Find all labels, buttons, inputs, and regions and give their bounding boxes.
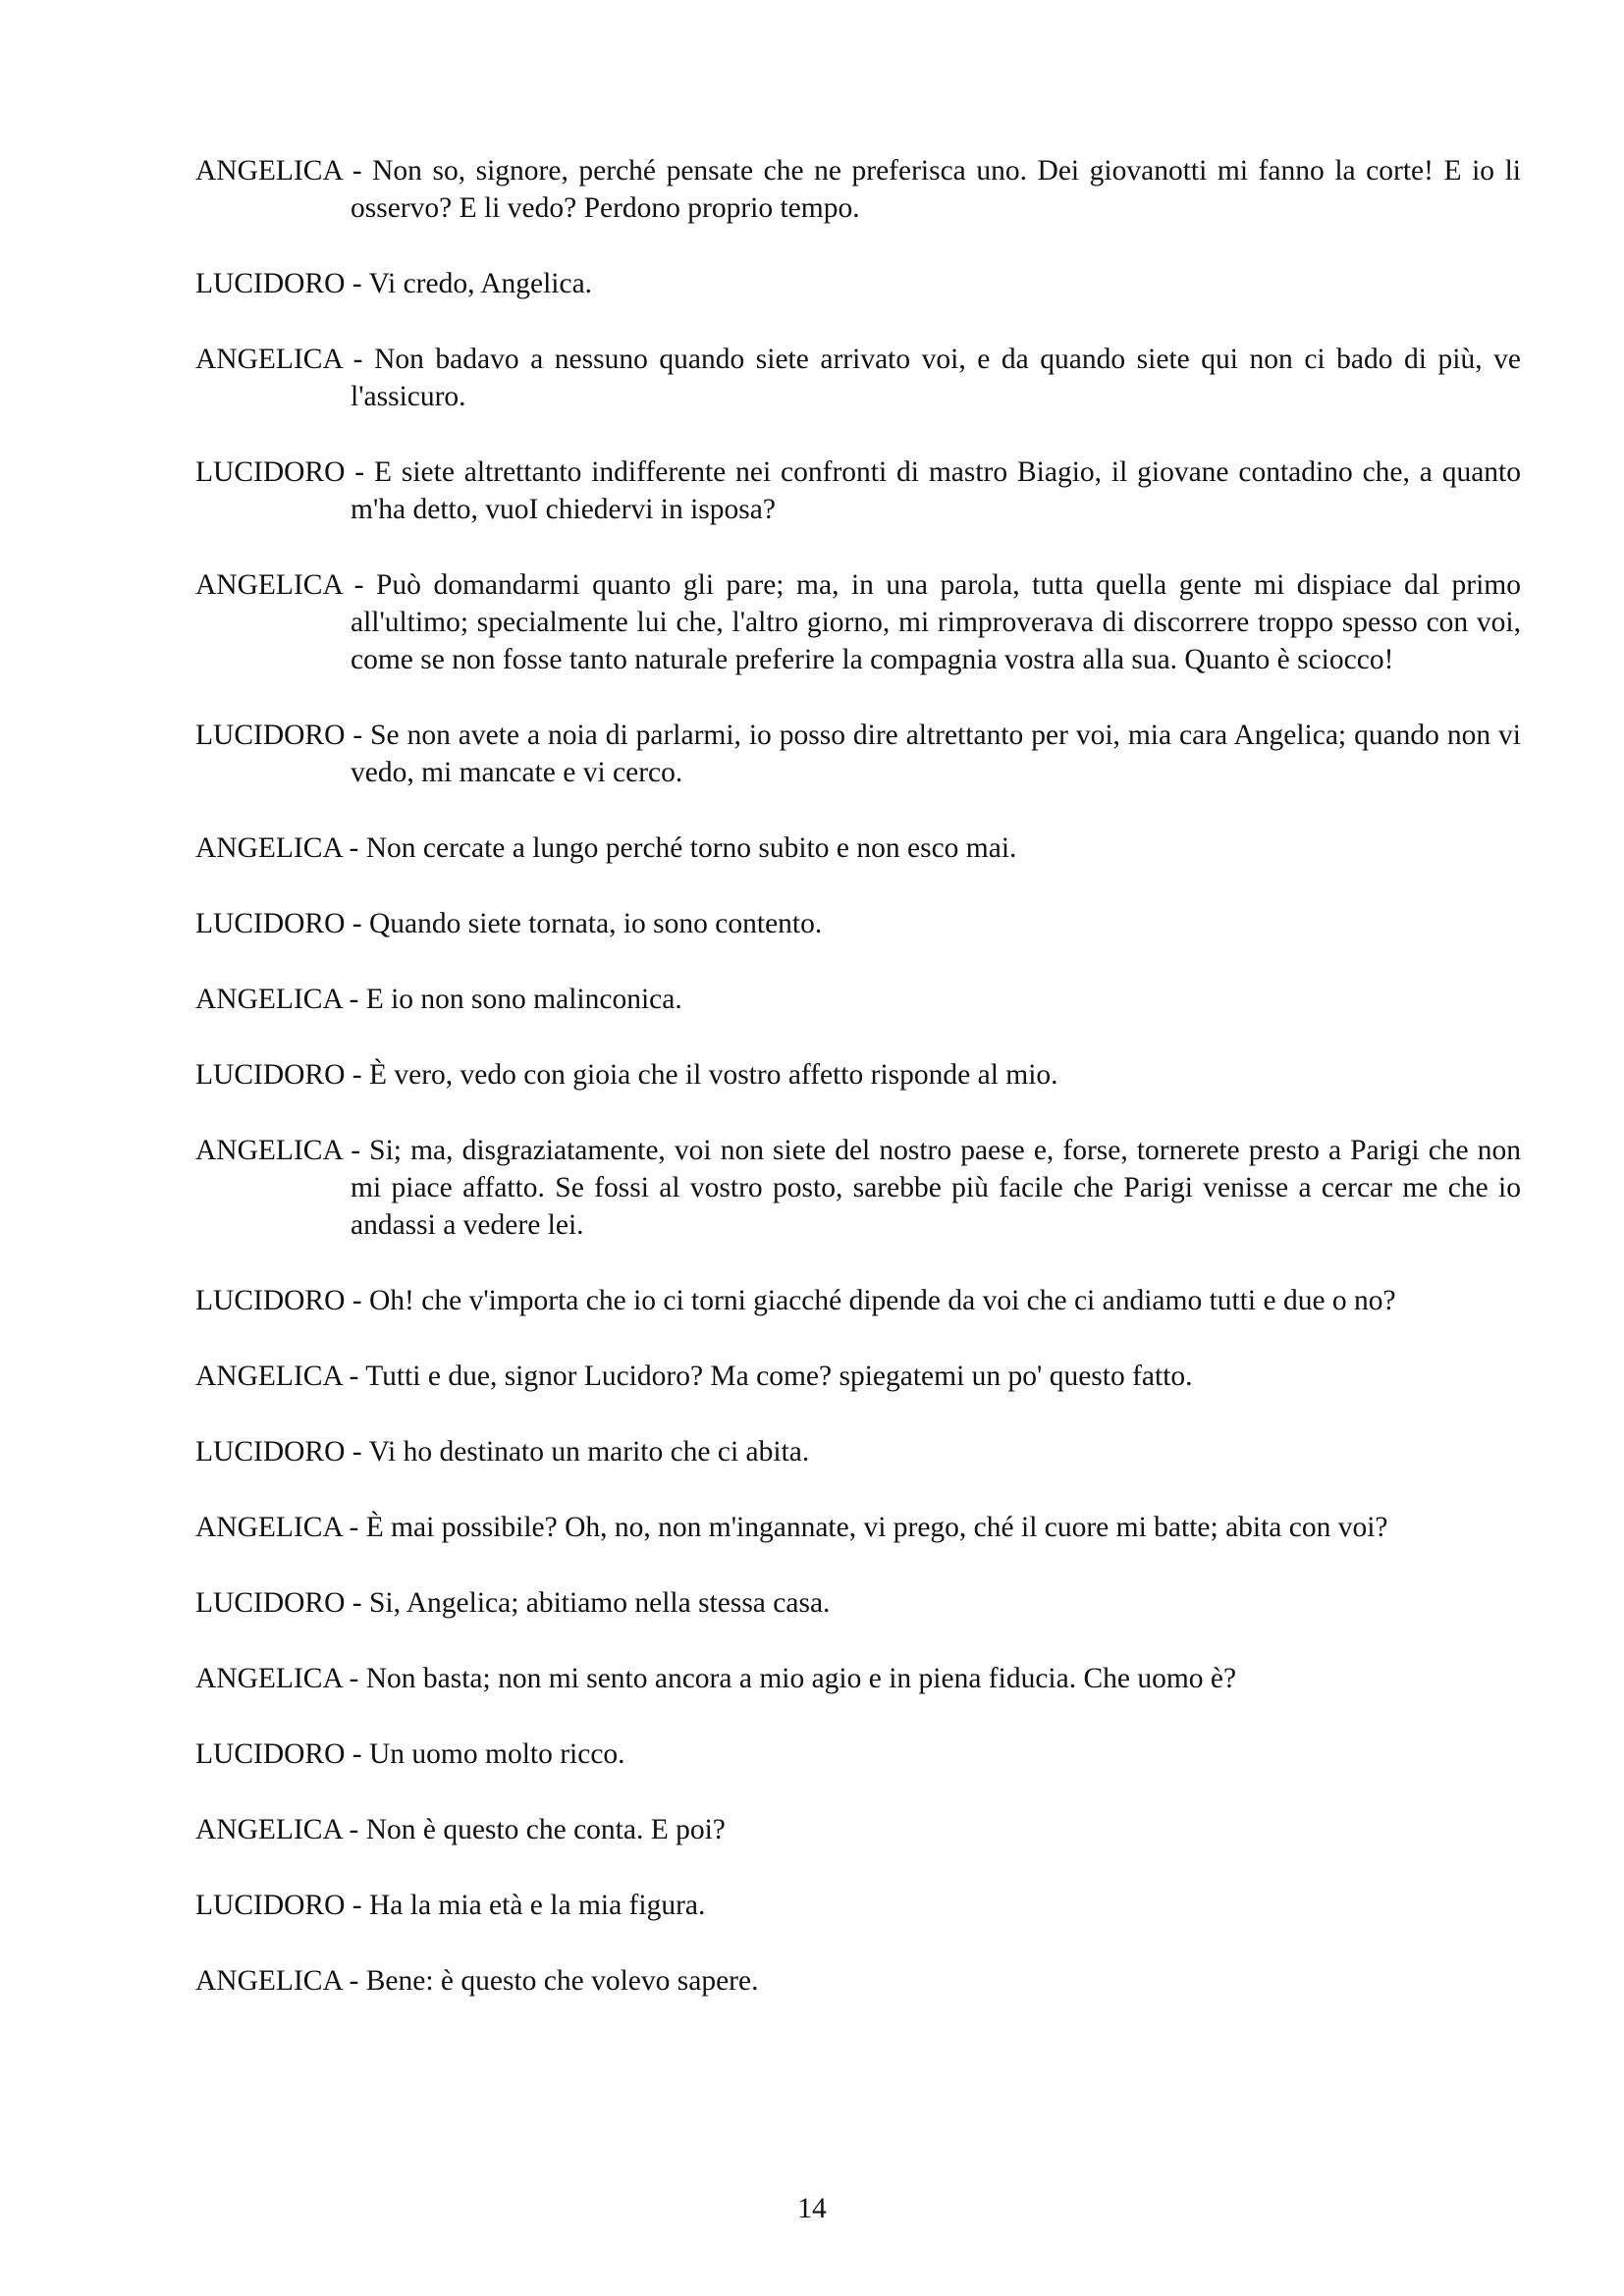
speech-text: Tutti e due, signor Lucidoro? Ma come? spiegatemi un po' questo fatto. bbox=[365, 1361, 1193, 1392]
speech-line bbox=[195, 717, 1521, 791]
speech-line bbox=[195, 454, 1521, 528]
page-number: 14 bbox=[797, 2193, 827, 2224]
speech-text: Quando siete tornata, io sono contento. bbox=[369, 908, 823, 939]
speaker-name: ANGELICA bbox=[195, 832, 343, 864]
speaker-separator: - bbox=[345, 1587, 369, 1619]
dialogue-body bbox=[195, 152, 1521, 2038]
speech-line bbox=[195, 1735, 1521, 1773]
speech-text: Si, Angelica; abitiamo nella stessa casa. bbox=[369, 1587, 831, 1619]
speaker-name: ANGELICA bbox=[195, 1663, 343, 1694]
speaker-name: LUCIDORO bbox=[195, 908, 346, 939]
speech-text: È vero, vedo con gioia che il vostro affetto risponde al mio. bbox=[369, 1059, 1058, 1091]
speech-line bbox=[195, 981, 1521, 1018]
speaker-separator: - bbox=[345, 908, 369, 939]
speech-line bbox=[195, 829, 1521, 867]
speech-text: E io non sono malinconica. bbox=[365, 984, 682, 1015]
speaker-separator: - bbox=[345, 1285, 369, 1316]
speaker-name: LUCIDORO bbox=[195, 1285, 346, 1316]
speaker-separator: - bbox=[342, 1361, 366, 1392]
speaker-name: ANGELICA bbox=[195, 1814, 343, 1845]
speaker-name: ANGELICA bbox=[195, 1512, 343, 1543]
speech-line bbox=[195, 1433, 1521, 1470]
speech-line bbox=[195, 265, 1521, 302]
speaker-name: LUCIDORO bbox=[195, 1059, 346, 1091]
speech-text: Non so, signore, perché pensate che ne preferisca uno. Dei giovanotti mi fanno la corte! E io li osservo? E li vedo? Perdono proprio tempo. bbox=[351, 155, 1521, 224]
speech-line bbox=[195, 1962, 1521, 2000]
speech-text: È mai possibile? Oh, no, non m'ingannate, vi prego, ché il cuore mi batte; abita con voi? bbox=[365, 1512, 1388, 1543]
speaker-name: ANGELICA bbox=[195, 1361, 343, 1392]
speaker-name: ANGELICA bbox=[195, 1965, 343, 1997]
speaker-separator: - bbox=[342, 344, 375, 375]
speaker-name: LUCIDORO bbox=[195, 1436, 346, 1468]
speech-line bbox=[195, 341, 1521, 415]
speech-text: Non basta; non mi sento ancora a mio agio e in piena fiducia. Che uomo è? bbox=[365, 1663, 1237, 1694]
speech-text: Bene: è questo che volevo sapere. bbox=[365, 1965, 759, 1997]
speaker-name: LUCIDORO bbox=[195, 720, 346, 751]
speech-text: Si; ma, disgraziatamente, voi non siete del nostro paese e, forse, tornerete presto a Parigi che non mi piace affatto. Se fossi al vostro posto, sarebbe più facile che Parigi venisse a cercar me che io andassi a vedere lei. bbox=[351, 1135, 1521, 1241]
speaker-separator: - bbox=[342, 569, 377, 601]
speech-line bbox=[195, 566, 1521, 678]
speaker-separator: - bbox=[342, 1135, 370, 1166]
speaker-separator: - bbox=[342, 1814, 366, 1845]
speaker-separator: - bbox=[342, 832, 366, 864]
speech-text: Può domandarmi quanto gli pare; ma, in una parola, tutta quella gente mi dispiace dal primo all'ultimo; specialmente lui che, l'altro giorno, mi rimproverava di discorrere troppo spesso con voi, come se non fosse tanto naturale preferire la compagnia vostra alla sua. Quanto è sciocco! bbox=[351, 569, 1521, 675]
speaker-separator: - bbox=[345, 1738, 369, 1770]
speech-line bbox=[195, 152, 1521, 227]
speech-line bbox=[195, 1358, 1521, 1395]
speaker-name: ANGELICA bbox=[195, 569, 343, 601]
speech-line bbox=[195, 1584, 1521, 1622]
speech-line bbox=[195, 1282, 1521, 1319]
speaker-name: LUCIDORO bbox=[195, 1587, 346, 1619]
speaker-separator: - bbox=[342, 1663, 366, 1694]
speech-text: Vi credo, Angelica. bbox=[368, 268, 593, 299]
speaker-separator: - bbox=[342, 1512, 366, 1543]
speech-line bbox=[195, 905, 1521, 942]
speech-line bbox=[195, 1132, 1521, 1244]
speaker-separator: - bbox=[345, 268, 369, 299]
speaker-name: ANGELICA bbox=[195, 984, 343, 1015]
speaker-separator: - bbox=[345, 1436, 369, 1468]
speaker-name: LUCIDORO bbox=[195, 1738, 346, 1770]
speech-text: Oh! che v'importa che io ci torni giacché dipende da voi che ci andiamo tutti e due o no? bbox=[369, 1285, 1396, 1316]
speech-line bbox=[195, 1887, 1521, 1924]
speaker-name: LUCIDORO bbox=[195, 1890, 346, 1921]
speech-line bbox=[195, 1660, 1521, 1697]
speaker-separator: - bbox=[345, 1890, 369, 1921]
speaker-separator: - bbox=[345, 1059, 369, 1091]
speech-text: Un uomo molto ricco. bbox=[369, 1738, 625, 1770]
speech-line bbox=[195, 1056, 1521, 1094]
speech-text: Non badavo a nessuno quando siete arrivato voi, e da quando siete qui non ci bado di più, ve l'assicuro. bbox=[351, 344, 1521, 412]
speaker-separator: - bbox=[345, 456, 374, 488]
speech-line bbox=[195, 1509, 1521, 1546]
speech-text: Non è questo che conta. E poi? bbox=[365, 1814, 726, 1845]
speaker-name: LUCIDORO bbox=[195, 268, 346, 299]
speaker-name: LUCIDORO bbox=[195, 456, 346, 488]
speaker-name: ANGELICA bbox=[195, 344, 343, 375]
speaker-separator: - bbox=[342, 984, 366, 1015]
speech-text: Se non avete a noia di parlarmi, io posso dire altrettanto per voi, mia cara Angelica; quando non vi vedo, mi mancate e vi cerco. bbox=[351, 720, 1521, 788]
speech-text: E siete altrettanto indifferente nei confronti di mastro Biagio, il giovane contadino che, a quanto m'ha detto, vuoI chiedervi in isposa? bbox=[351, 456, 1521, 525]
speaker-name: ANGELICA bbox=[195, 1135, 343, 1166]
speaker-separator: - bbox=[342, 155, 373, 187]
speaker-name: ANGELICA bbox=[195, 155, 343, 187]
speech-line bbox=[195, 1811, 1521, 1848]
speech-text: Ha la mia età e la mia figura. bbox=[369, 1890, 706, 1921]
speech-text: Vi ho destinato un marito che ci abita. bbox=[368, 1436, 810, 1468]
speech-text: Non cercate a lungo perché torno subito e non esco mai. bbox=[365, 832, 1017, 864]
speaker-separator: - bbox=[342, 1965, 366, 1997]
speaker-separator: - bbox=[345, 720, 371, 751]
